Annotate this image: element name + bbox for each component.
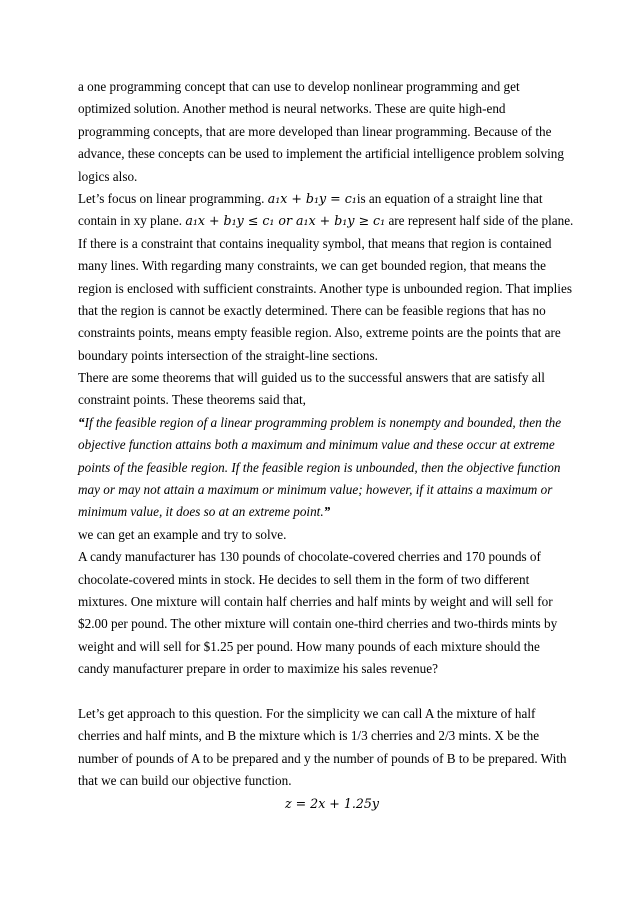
- text-line: programming concepts, that are more developed than linear programming. Because of the: [78, 123, 552, 139]
- text-line: that we can build our objective function.: [78, 773, 292, 789]
- objective-function-equation: z = 2x + 1.25y: [284, 795, 380, 811]
- text-line: cherries and half mints, and B the mixture which is 1/3 cherries and 2/3 mints. X be the: [78, 728, 540, 744]
- text-line: region is enclosed with sufficient constraints. Another type is unbounded region. That implies: [78, 280, 572, 296]
- text-span: are represent half side of the plane.: [385, 213, 574, 229]
- text-line: weight and will sell for $1.25 per pound. How many pounds of each mixture should the: [78, 638, 540, 654]
- document-body: [78, 76, 574, 815]
- close-quote-mark: ”: [323, 504, 331, 520]
- text-line: logics also.: [78, 168, 138, 184]
- quote-text: If the feasible region of a linear programming problem is nonempty and bounded, then the: [84, 414, 562, 430]
- text-line: There are some theorems that will guided us to the successful answers that are satisfy all: [78, 370, 545, 386]
- paragraph-spacer: [78, 681, 568, 703]
- open-quote-mark: “: [78, 414, 85, 430]
- text-line: a one programming concept that can use to develop nonlinear programming and get: [78, 79, 520, 94]
- text-span: Let’s focus on linear programming.: [78, 190, 268, 206]
- text-line: optimized solution. Another method is neural networks. These are quite high-end: [78, 101, 506, 117]
- text-line: boundary points intersection of the straight-line sections.: [78, 347, 378, 363]
- text-line: Let’s get approach to this question. For the simplicity we can call A the mixture of half: [78, 705, 536, 721]
- text-line: candy manufacturer prepare in order to maximize his sales revenue?: [78, 661, 438, 677]
- text-line: constraints points, means empty feasible region. Also, extreme points are the points that are: [78, 325, 561, 341]
- text-line: advance, these concepts can be used to implement the artificial intelligence problem solving: [78, 146, 564, 162]
- text-line: If there is a constraint that contains inequality symbol, that means that region is contained: [78, 235, 552, 251]
- theorem-quote-line: objective function attains both a maximum and minimum value and these occur at extreme: [78, 437, 555, 453]
- text-line: $2.00 per pound. The other mixture will contain one-third cherries and two-thirds mints by: [78, 616, 558, 632]
- text-line: A candy manufacturer has 130 pounds of chocolate-covered cherries and 170 pounds of: [78, 549, 541, 565]
- theorem-quote-line-first: [78, 412, 568, 434]
- text-line: number of pounds of A to be prepared and y the number of pounds of B to be prepared. With: [78, 750, 567, 766]
- inequality-equation: a₁x + b₁y ≤ c₁ or a₁x + b₁y ≥ c₁: [185, 213, 386, 229]
- text-line: constraint points. These theorems said that,: [78, 392, 306, 408]
- lp-intro-line-2: [78, 210, 574, 232]
- quote-text: minimum value, it does so at an extreme point.: [78, 504, 324, 520]
- theorem-quote-line: points of the feasible region. If the feasible region is unbounded, then the objective function: [78, 459, 561, 475]
- text-span: is an equation of a straight line that: [356, 190, 543, 206]
- text-line: that the region is cannot be exactly determined. There can be feasible regions that has no: [78, 302, 546, 318]
- text-span: contain in xy plane.: [78, 213, 186, 229]
- text-line: many lines. With regarding many constraints, we can get bounded region, that means the: [78, 258, 546, 274]
- text-line: we can get an example and try to solve.: [78, 526, 287, 542]
- theorem-quote-line: may or may not attain a maximum or minimum value; however, if it attains a maximum or: [78, 482, 553, 498]
- theorem-quote-line-last: [78, 501, 568, 523]
- text-line: mixtures. One mixture will contain half cherries and half mints by weight and will sell for: [78, 593, 553, 609]
- lp-intro-line-1: [78, 188, 568, 210]
- text-line: chocolate-covered mints in stock. He decides to sell them in the form of two different: [78, 571, 530, 587]
- line-equation: a₁x + b₁y = c₁: [267, 190, 357, 206]
